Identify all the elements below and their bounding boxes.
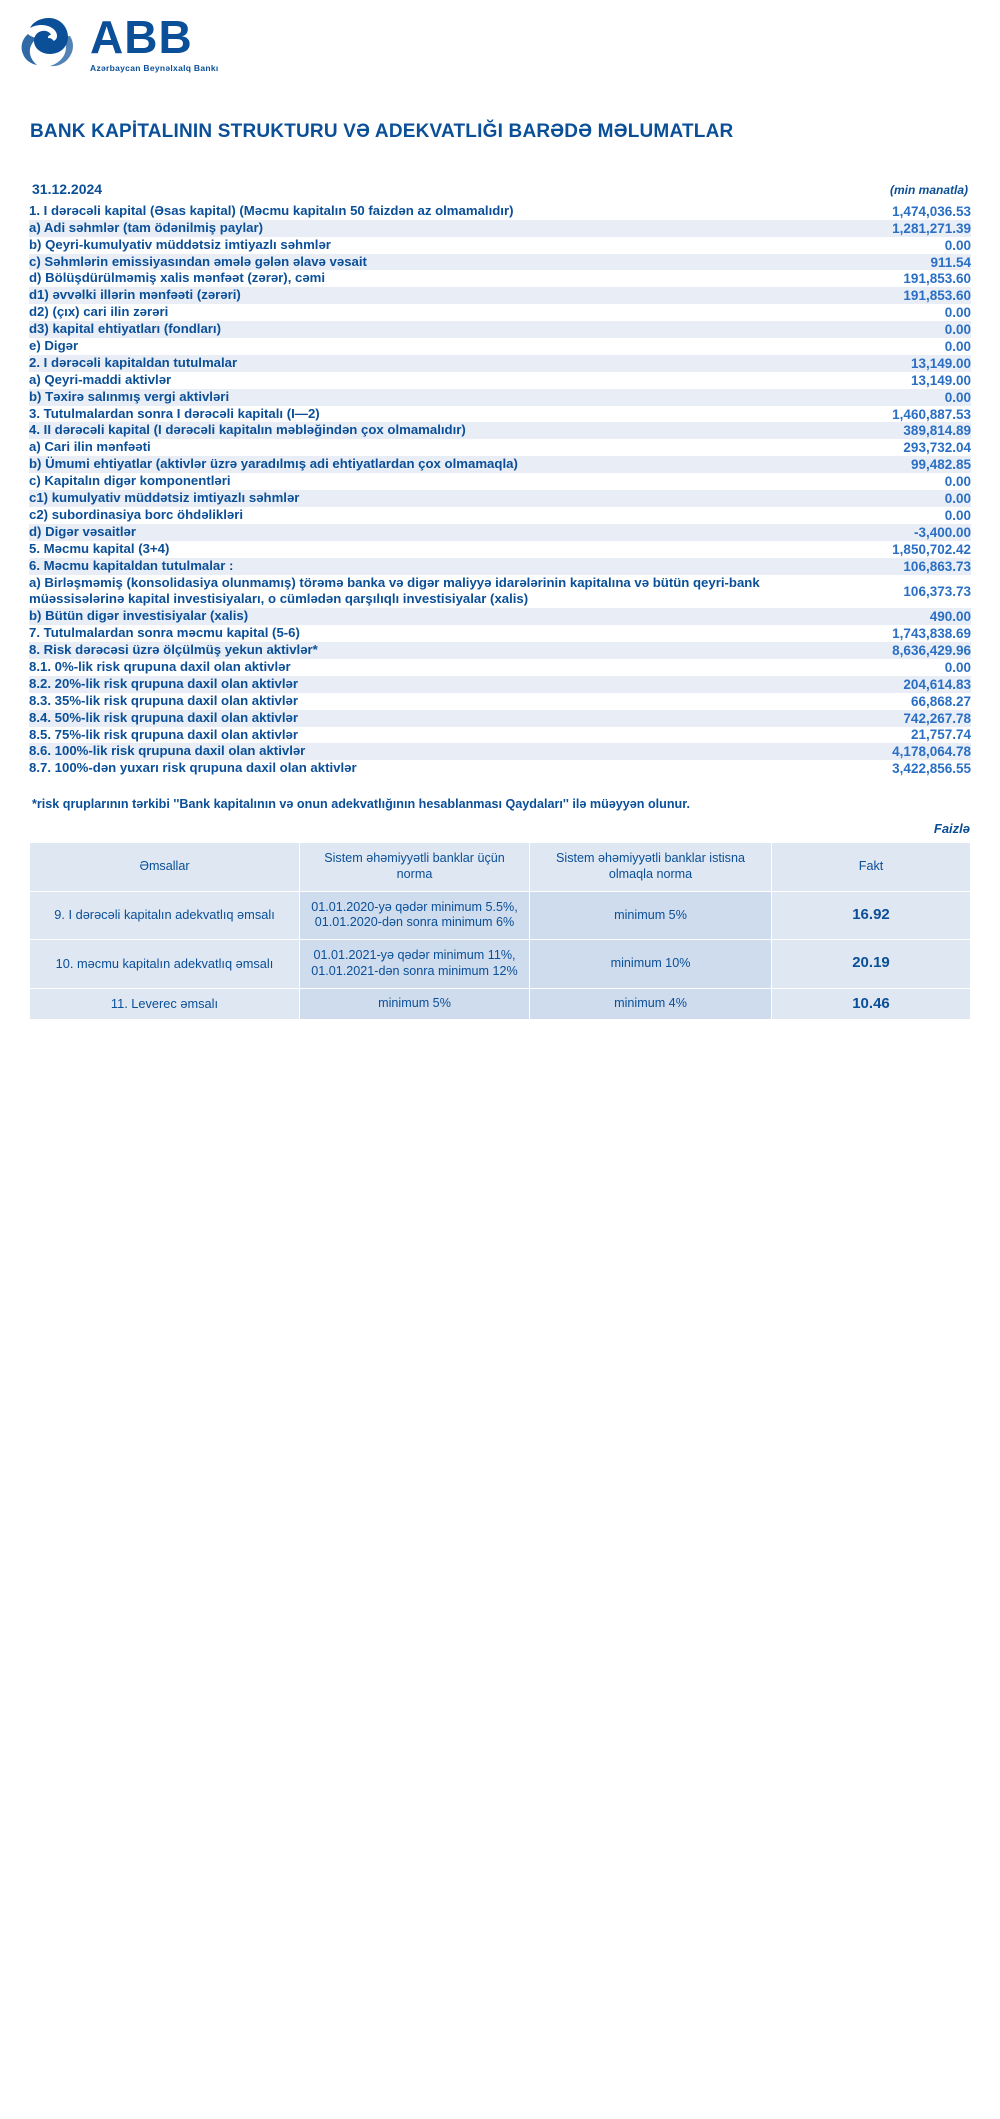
table-row [29, 372, 971, 389]
row-value: 1,281,271.39 [892, 220, 971, 236]
ratios-table [29, 842, 971, 1020]
row-value: 1,460,887.53 [892, 406, 971, 422]
abb-logo-icon [18, 14, 80, 72]
table-row [29, 220, 971, 237]
row-label: 1. I dərəcəli kapital (Əsas kapital) (Məcmu kapitalın 50 faizdən az olmamalıdır) [29, 202, 514, 218]
row-label: 8.5. 75%-lik risk qrupuna daxil olan aktivlər [29, 726, 298, 742]
row-value: 191,853.60 [903, 288, 971, 304]
ratio-name-cell: 11. Leverec əmsalı [30, 988, 300, 1020]
row-value: 106,863.73 [903, 558, 971, 574]
row-label: 3. Tutulmalardan sonra I dərəcəli kapitalı (I—2) [29, 405, 320, 421]
table-row [29, 287, 971, 304]
row-value: 490.00 [929, 609, 971, 625]
row-label: 8.7. 100%-dən yuxarı risk qrupuna daxil olan aktivlər [29, 760, 357, 776]
table-row [29, 608, 971, 625]
row-label: 7. Tutulmalardan sonra məcmu kapital (5-6) [29, 625, 300, 641]
row-label: d) Bölüşdürülməmiş xalis mənfəət (zərər), cəmi [29, 270, 326, 286]
table-row [29, 507, 971, 524]
row-label: 2. I dərəcəli kapitaldan tutulmalar [29, 354, 238, 370]
table-row [29, 439, 971, 456]
row-value: 0.00 [944, 338, 971, 354]
table-row [29, 524, 971, 541]
row-label: 8.6. 100%-lik risk qrupuna daxil olan aktivlər [29, 743, 306, 759]
meta-row [0, 143, 1000, 197]
logo-wordmark: ABB [90, 11, 193, 63]
ratio-norm-other-cell: minimum 4% [530, 988, 772, 1020]
table-row [29, 237, 971, 254]
footnote: *risk qruplarının tərkibi ''Bank kapitalının və onun adekvatlığının hesablanması Qaydaları'' ilə müəyyən olunur. [32, 797, 690, 812]
row-label: c2) subordinasiya borc öhdəlikləri [29, 506, 243, 522]
row-value: 21,757.74 [910, 727, 971, 743]
row-label: d3) kapital ehtiyatları (fondları) [29, 321, 221, 337]
row-value: 0.00 [944, 659, 971, 675]
row-label: c1) kumulyativ müddətsiz imtiyazlı səhmlər [29, 490, 300, 506]
row-value: 204,614.83 [903, 676, 971, 692]
row-value: 13,149.00 [910, 372, 971, 388]
row-value: 4,178,064.78 [892, 744, 971, 760]
table-row [29, 321, 971, 338]
ratios-header-cell: Sistem əhəmiyyətli banklar üçün norma [300, 843, 530, 891]
row-label: a) Birləşməmiş (konsolidasiya olunmamış) törəmə banka və digər maliyyə idarələrinin kapitalına və bütün qeyri-bank müəssisələrinə kapital investisiyaları, o cümlədən qarşılıqlı investisiyalar (xalis) [29, 574, 760, 607]
ratio-norm-other-cell: minimum 5% [530, 891, 772, 939]
row-value: 1,850,702.42 [892, 541, 971, 557]
page-title: BANK KAPİTALININ STRUKTURU VƏ ADEKVATLIĞI BARƏDƏ MƏLUMATLAR [30, 120, 734, 142]
percent-label: Faizlə [933, 821, 970, 837]
table-row [29, 490, 971, 507]
row-value: 293,732.04 [903, 440, 971, 456]
table-row [29, 270, 971, 287]
row-label: d) Digər vəsaitlər [29, 523, 137, 539]
ratio-norm-systemic-cell: minimum 5% [300, 988, 530, 1020]
ratio-norm-systemic-cell: 01.01.2020-yə qədər minimum 5.5%, 01.01.2020-dən sonra minimum 6% [300, 891, 530, 939]
table-row [29, 406, 971, 423]
ratio-norm-other-cell: minimum 10% [530, 940, 772, 988]
row-label: 8.3. 35%-lik risk qrupuna daxil olan aktivlər [29, 692, 298, 708]
table-row [29, 456, 971, 473]
table-row [29, 727, 971, 744]
row-label: c) Kapitalın digər komponentləri [29, 473, 231, 489]
row-value: 742,267.78 [903, 710, 971, 726]
table-row [29, 625, 971, 642]
row-label: 8. Risk dərəcəsi üzrə ölçülmüş yekun aktivlər* [29, 642, 318, 658]
row-label: 6. Məcmu kapitaldan tutulmalar : [29, 557, 234, 573]
row-value: 66,868.27 [910, 693, 971, 709]
row-label: b) Qeyri-kumulyativ müddətsiz imtiyazlı səhmlər [29, 236, 331, 252]
ratio-fact-cell: 10.46 [772, 988, 971, 1020]
row-value: 1,474,036.53 [892, 203, 971, 219]
bank-logo [0, 0, 1000, 73]
row-value: 0.00 [944, 507, 971, 523]
row-label: a) Cari ilin mənfəəti [29, 439, 151, 455]
table-row [29, 304, 971, 321]
ratios-header-cell: Sistem əhəmiyyətli banklar istisna olmaqla norma [530, 843, 772, 891]
capital-structure-table [29, 203, 971, 777]
ratio-fact-cell: 20.19 [772, 940, 971, 988]
row-value: 0.00 [944, 474, 971, 490]
row-value: 911.54 [930, 254, 971, 270]
row-label: c) Səhmlərin emissiyasından əmələ gələn əlavə vəsait [29, 253, 367, 269]
row-value: 191,853.60 [903, 271, 971, 287]
table-row [29, 710, 971, 727]
row-label: e) Digər [29, 338, 79, 354]
table-row [29, 676, 971, 693]
unit-label: (min manatla) [889, 182, 968, 197]
row-value: 1,743,838.69 [892, 626, 971, 642]
table-row [29, 760, 971, 777]
row-label: 8.1. 0%-lik risk qrupuna daxil olan aktivlər [29, 658, 291, 674]
ratio-name-cell: 9. I dərəcəli kapitalın adekvatlıq əmsalı [30, 891, 300, 939]
table-row [29, 575, 971, 609]
table-row [29, 659, 971, 676]
table-row [29, 355, 971, 372]
row-value: 8,636,429.96 [892, 643, 971, 658]
ratio-row [30, 940, 971, 988]
ratios-header-row [30, 843, 971, 891]
ratio-row [30, 988, 971, 1020]
row-label: 8.2. 20%-lik risk qrupuna daxil olan aktivlər [29, 675, 298, 691]
row-value: 0.00 [944, 322, 971, 338]
ratio-row [30, 891, 971, 939]
table-row [29, 422, 971, 439]
logo-subtitle: Azərbaycan Beynəlxalq Bankı [90, 62, 219, 73]
row-label: 4. II dərəcəli kapital (I dərəcəli kapitalın məbləğindən çox olmamalıdır) [29, 422, 466, 438]
ratio-norm-systemic-cell: 01.01.2021-yə qədər minimum 11%, 01.01.2021-dən sonra minimum 12% [300, 940, 530, 988]
row-value: 0.00 [944, 237, 971, 253]
row-value: 0.00 [944, 490, 971, 506]
row-value: 0.00 [944, 389, 971, 405]
row-label: a) Qeyri-maddi aktivlər [29, 371, 172, 387]
table-row [29, 558, 971, 575]
table-row [29, 642, 971, 659]
report-date: 31.12.2024 [32, 180, 103, 197]
table-row [29, 473, 971, 490]
table-row [29, 203, 971, 220]
row-label: b) Ümumi ehtiyatlar (aktivlər üzrə yaradılmış adi ehtiyatlardan çox olmamaqla) [29, 456, 518, 472]
ratios-header-cell: Əmsallar [30, 843, 300, 891]
table-row [29, 541, 971, 558]
ratio-name-cell: 10. məcmu kapitalın adekvatlıq əmsalı [30, 940, 300, 988]
table-row [29, 254, 971, 271]
table-row [29, 338, 971, 355]
row-label: b) Bütün digər investisiyalar (xalis) [29, 608, 249, 624]
row-label: b) Təxirə salınmış vergi aktivləri [29, 388, 230, 404]
table-row [29, 743, 971, 760]
row-label: 5. Məcmu kapital (3+4) [29, 540, 170, 556]
row-value: -3,400.00 [913, 524, 971, 540]
row-label: a) Adi səhmlər (tam ödənilmiş paylar) [29, 219, 264, 235]
table-row [29, 389, 971, 406]
row-value: 13,149.00 [910, 355, 971, 371]
row-value: 106,373.73 [903, 583, 971, 599]
ratio-fact-cell: 16.92 [772, 891, 971, 939]
row-label: d2) (çıx) cari ilin zərəri [29, 304, 169, 320]
row-label: 8.4. 50%-lik risk qrupuna daxil olan aktivlər [29, 709, 298, 725]
row-value: 3,422,856.55 [892, 761, 971, 777]
row-value: 389,814.89 [903, 423, 971, 439]
row-value: 0.00 [944, 305, 971, 321]
table-row [29, 693, 971, 710]
ratios-header-cell: Fakt [772, 843, 971, 891]
row-label: d1) əvvəlki illərin mənfəəti (zərəri) [29, 287, 241, 303]
row-value: 99,482.85 [910, 457, 971, 473]
